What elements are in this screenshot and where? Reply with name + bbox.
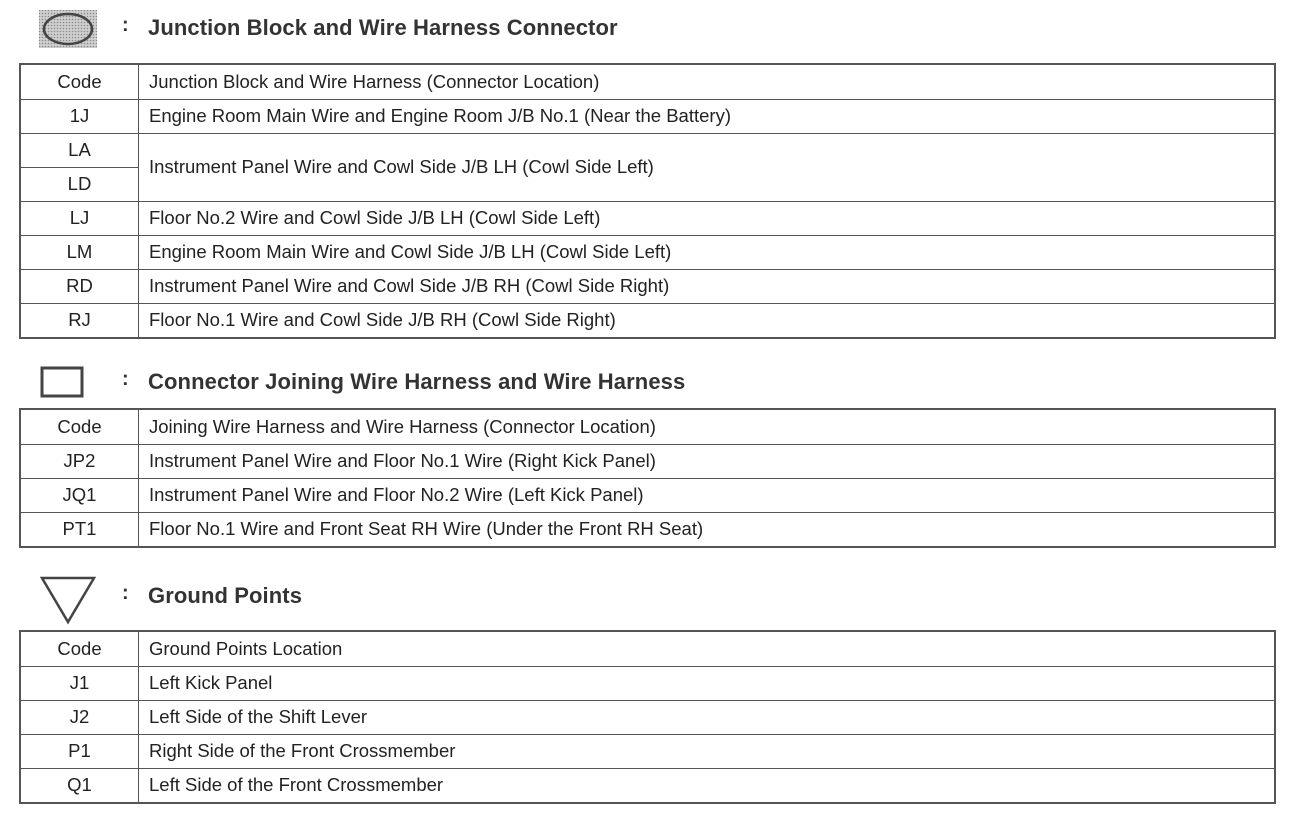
table-row [20,769,1275,804]
section-title: Connector Joining Wire Harness and Wire Harness [148,369,686,394]
column-header-description: Joining Wire Harness and Wire Harness (Connector Location) [139,409,1276,445]
row-description: Floor No.1 Wire and Front Seat RH Wire (Under the Front RH Seat) [139,513,1276,548]
row-code: LA [20,134,139,168]
junction-block-icon [38,9,98,49]
junction-block-table [19,63,1276,339]
table-row [20,236,1275,270]
row-code: RD [20,270,139,304]
section-title: Ground Points [148,583,303,608]
table-row [20,202,1275,236]
ground-triangle-icon [38,574,100,626]
table-row [20,270,1275,304]
row-description: Floor No.1 Wire and Cowl Side J/B RH (Cowl Side Right) [139,304,1276,339]
row-code: RJ [20,304,139,339]
column-header-code: Code [20,631,139,667]
section-junction-block-header [0,6,1312,46]
table-header-row [20,409,1275,445]
row-description: Left Kick Panel [139,667,1276,701]
column-header-description: Ground Points Location [139,631,1276,667]
column-header-description: Junction Block and Wire Harness (Connector Location) [139,64,1276,100]
row-code: J1 [20,667,139,701]
row-description: Engine Room Main Wire and Engine Room J/B No.1 (Near the Battery) [139,100,1276,134]
section-colon: : [122,368,129,390]
table-header-row [20,64,1275,100]
table-row [20,479,1275,513]
column-header-code: Code [20,64,139,100]
section-connector-header [0,360,1312,400]
row-description: Right Side of the Front Crossmember [139,735,1276,769]
row-description: Instrument Panel Wire and Floor No.1 Wire (Right Kick Panel) [139,445,1276,479]
table-row [20,445,1275,479]
table-row [20,701,1275,735]
row-code: LD [20,168,139,202]
row-description: Engine Room Main Wire and Cowl Side J/B LH (Cowl Side Left) [139,236,1276,270]
row-description: Left Side of the Shift Lever [139,701,1276,735]
table-row [20,513,1275,548]
section-ground-points-header [0,572,1312,612]
table-row [20,134,1275,168]
table-header-row [20,631,1275,667]
row-description: Instrument Panel Wire and Cowl Side J/B LH (Cowl Side Left) [139,134,1276,202]
table-row [20,304,1275,339]
row-code: LM [20,236,139,270]
connector-table [19,408,1276,548]
table-row [20,735,1275,769]
row-description: Left Side of the Front Crossmember [139,769,1276,804]
row-code: 1J [20,100,139,134]
row-code: PT1 [20,513,139,548]
row-description: Instrument Panel Wire and Floor No.2 Wire (Left Kick Panel) [139,479,1276,513]
row-code: Q1 [20,769,139,804]
connector-box-icon [40,366,86,400]
row-code: P1 [20,735,139,769]
row-code: J2 [20,701,139,735]
row-code: JP2 [20,445,139,479]
section-colon: : [122,14,129,36]
ground-points-table [19,630,1276,804]
row-description: Instrument Panel Wire and Cowl Side J/B RH (Cowl Side Right) [139,270,1276,304]
row-code: LJ [20,202,139,236]
table-row [20,667,1275,701]
row-description: Floor No.2 Wire and Cowl Side J/B LH (Cowl Side Left) [139,202,1276,236]
section-colon: : [122,582,129,604]
table-row [20,100,1275,134]
column-header-code: Code [20,409,139,445]
section-title: Junction Block and Wire Harness Connector [148,15,618,40]
row-code: JQ1 [20,479,139,513]
